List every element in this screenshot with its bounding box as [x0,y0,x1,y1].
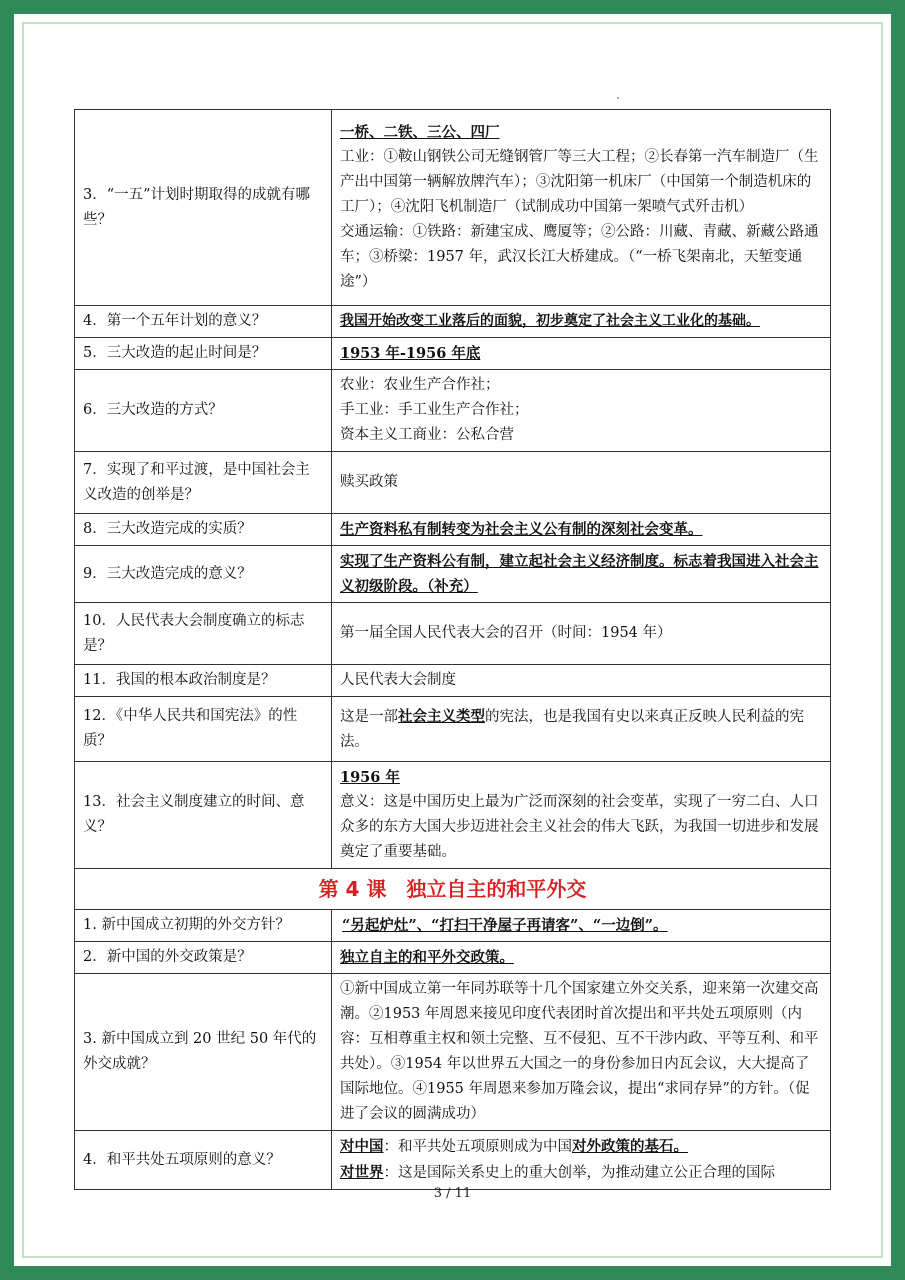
answer-keyline: 1956 年 [340,769,400,786]
section-row [75,869,831,910]
answer-cell: “另起炉灶”、“打扫干净屋子再请客”、“一边倒”。 [332,910,831,942]
table-row [75,762,831,869]
answer-text: 资本主义工商业：公私合营 [340,427,514,443]
question-cell: 6．三大改造的方式？ [75,370,332,452]
answer-cell: 赎买政策 [332,452,831,514]
question-cell: 10．人民代表大会制度确立的标志是？ [75,603,332,665]
answer-line [340,1134,822,1160]
table-row [75,546,831,603]
table-row [75,697,831,762]
answer-text: 这是一部 [340,708,398,725]
question-cell: 3．“一五”计划时期取得的成就有哪些？ [75,110,332,306]
question-cell: 5．三大改造的起止时间是？ [75,338,332,370]
table-row [75,942,831,974]
answer-text: ：和平共处五项原则成为中国 [383,1139,572,1155]
question-cell: 7．实现了和平过渡，是中国社会主义改造的创举是？ [75,452,332,514]
table-row [75,974,831,1131]
question-cell: 11．我国的根本政治制度是？ [75,665,332,697]
answer-keyword: 社会主义类型 [398,707,485,725]
question-cell: 8．三大改造完成的实质？ [75,514,332,546]
answer-cell: 第一届全国人民代表大会的召开（时间：1954 年） [332,603,831,665]
answer-cell: 1953 年-1956 年底 [332,338,831,370]
table-row [75,338,831,370]
answer-keyline: 一桥、二铁、三公、四厂 [340,124,500,141]
answer-keyword: 对世界 [340,1164,384,1181]
answer-cell: 人民代表大会制度 [332,665,831,697]
question-cell: 12．《中华人民共和国宪法》的性质？ [75,697,332,762]
answer-keyword: 对中国 [340,1138,384,1155]
answer-text: 意义：这是中国历史上最为广泛而深刻的社会变革，实现了一穷二白、人口众多的东方大国大步迈进社会主义社会的伟大飞跃，为我国一切进步和发展奠定了重要基础。 [340,794,819,860]
answer-cell [332,1131,831,1190]
question-cell: 13．社会主义制度建立的时间、意义？ [75,762,332,869]
table-row [75,910,831,942]
question-cell: 9．三大改造完成的意义？ [75,546,332,603]
table-row [75,110,831,306]
table-row [75,514,831,546]
table-row [75,665,831,697]
answer-cell: 我国开始改变工业落后的面貌，初步奠定了社会主义工业化的基础。 [332,306,831,338]
table-row [75,452,831,514]
question-cell: 4．第一个五年计划的意义？ [75,306,332,338]
table-row [75,370,831,452]
answer-text: ：这是国际关系史上的重大创举，为推动建立公正合理的国际 [383,1165,775,1181]
question-cell: 1. 新中国成立初期的外交方针？ [75,910,332,942]
table-row [75,1131,831,1190]
answer-cell: 实现了生产资料公有制，建立起社会主义经济制度。标志着我国进入社会主义初级阶段。（补充） [332,546,831,603]
answer-text: 交通运输：①铁路：新建宝成、鹰厦等；②公路：川藏、青藏、新藏公路通车；③桥梁：1957 年，武汉长江大桥建成。（“一桥飞架南北，天堑变通途”） [340,224,819,290]
answer-keyword: 对外政策的基石。 [572,1138,688,1155]
question-cell: 3. 新中国成立到 20 世纪 50 年代的外交成就？ [75,974,332,1131]
answer-cell: ①新中国成立第一年同苏联等十几个国家建立外交关系，迎来第一次建交高潮。②1953 年周恩来接见印度代表团时首次提出和平共处五项原则（内容：互相尊重主权和领土完整、互不侵犯、互不干涉内政、平等互利、和平共处）。③1954 年以世界五大国之一的身份参加日内瓦会议，大大提高了国际地位。④1955 年周恩来参加万隆会议，提出“求同存异”的方针。（促进了会议的圆满成功） [332,974,831,1131]
page-number: 3 / 11 [433,1186,472,1201]
answer-cell [332,762,831,869]
answer-cell [332,110,831,306]
answer-cell [332,697,831,762]
answer-line [340,1160,822,1186]
answer-text: 的宪法，也是我国有史以来真正反映人民利益的宪法。 [340,708,804,750]
qa-table [74,109,831,1190]
answer-cell [332,370,831,452]
section-title: 第 4 课 独立自主的和平外交 [75,869,831,910]
answer-cell: 生产资料私有制转变为社会主义公有制的深刻社会变革。 [332,514,831,546]
question-cell: 4．和平共处五项原则的意义？ [75,1131,332,1190]
dot-mark [617,97,619,99]
table-row [75,306,831,338]
answer-cell: 独立自主的和平外交政策。 [332,942,831,974]
table-row [75,603,831,665]
answer-text: 手工业：手工业生产合作社； [340,402,529,418]
answer-text: 农业：农业生产合作社； [340,377,500,393]
question-cell: 2．新中国的外交政策是？ [75,942,332,974]
answer-text: 工业：①鞍山钢铁公司无缝钢管厂等三大工程；②长春第一汽车制造厂（生产出中国第一辆解放牌汽车）；③沈阳第一机床厂（中国第一个制造机床的工厂）；④沈阳飞机制造厂（试制成功中国第一架喷气式歼击机） [340,149,819,215]
